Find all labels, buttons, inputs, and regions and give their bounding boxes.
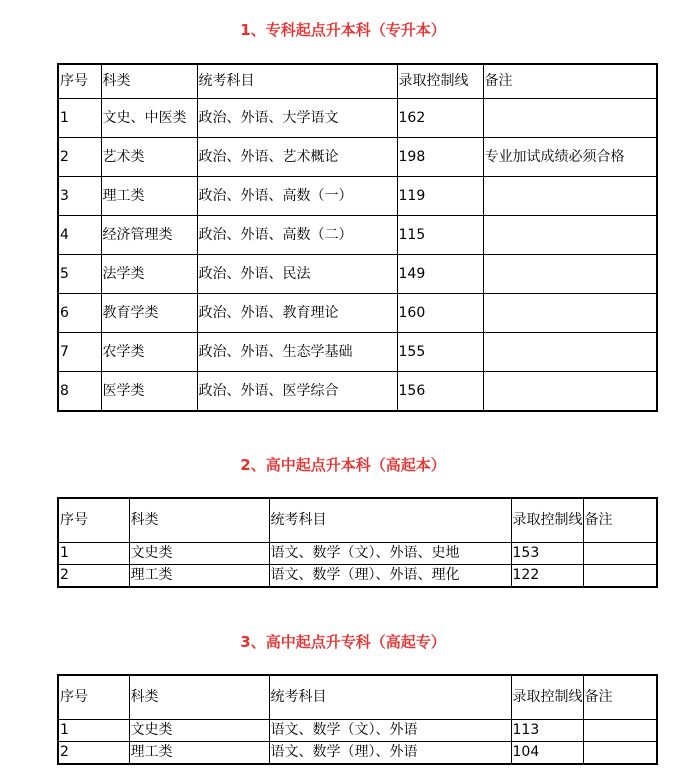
cell-subjects: 语文、数学（理）、外语、理化 bbox=[269, 565, 511, 588]
cell-index: 7 bbox=[58, 333, 101, 372]
table-row bbox=[58, 565, 657, 588]
cell-category: 理工类 bbox=[129, 742, 269, 765]
cell-category: 文史类 bbox=[129, 720, 269, 742]
cell-cutoff: 162 bbox=[397, 99, 483, 138]
header-notes: 备注 bbox=[483, 64, 657, 99]
cell-index: 5 bbox=[58, 255, 101, 294]
cell-category: 艺术类 bbox=[101, 138, 197, 177]
table-row bbox=[58, 742, 657, 765]
cell-cutoff: 113 bbox=[511, 720, 583, 742]
section-title-gaoqizhuan: 3、高中起点升专科（高起专） bbox=[240, 633, 446, 651]
cell-subjects: 政治、外语、大学语文 bbox=[197, 99, 397, 138]
cell-index: 6 bbox=[58, 294, 101, 333]
cell-notes bbox=[583, 565, 657, 588]
cell-cutoff: 115 bbox=[397, 216, 483, 255]
cell-cutoff: 119 bbox=[397, 177, 483, 216]
cell-notes bbox=[483, 333, 657, 372]
table-row bbox=[58, 294, 657, 333]
cell-index: 1 bbox=[58, 99, 101, 138]
cell-category: 文史类 bbox=[129, 543, 269, 565]
header-subjects: 统考科目 bbox=[269, 675, 511, 720]
cell-cutoff: 156 bbox=[397, 372, 483, 412]
cell-notes bbox=[483, 255, 657, 294]
cell-index: 3 bbox=[58, 177, 101, 216]
table-gaoqizhuan bbox=[57, 674, 658, 765]
cell-index: 2 bbox=[58, 138, 101, 177]
table-gaoqiben bbox=[57, 497, 658, 588]
table-row bbox=[58, 216, 657, 255]
table-row bbox=[58, 255, 657, 294]
cell-subjects: 政治、外语、高数（二） bbox=[197, 216, 397, 255]
header-category: 科类 bbox=[129, 675, 269, 720]
cell-notes bbox=[483, 177, 657, 216]
header-cutoff: 录取控制线 bbox=[511, 498, 583, 543]
cell-index: 2 bbox=[58, 565, 129, 588]
cell-notes bbox=[483, 294, 657, 333]
header-subjects: 统考科目 bbox=[269, 498, 511, 543]
header-cutoff: 录取控制线 bbox=[397, 64, 483, 99]
table-row bbox=[58, 138, 657, 177]
cell-subjects: 政治、外语、民法 bbox=[197, 255, 397, 294]
table-row bbox=[58, 99, 657, 138]
cell-index: 4 bbox=[58, 216, 101, 255]
table-header-row bbox=[58, 498, 657, 543]
cell-subjects: 政治、外语、艺术概论 bbox=[197, 138, 397, 177]
cell-category: 教育学类 bbox=[101, 294, 197, 333]
cell-notes bbox=[483, 372, 657, 412]
cell-subjects: 政治、外语、高数（一） bbox=[197, 177, 397, 216]
cell-subjects: 语文、数学（文）、外语、史地 bbox=[269, 543, 511, 565]
cell-index: 1 bbox=[58, 720, 129, 742]
cell-cutoff: 155 bbox=[397, 333, 483, 372]
header-category: 科类 bbox=[101, 64, 197, 99]
cell-notes bbox=[583, 543, 657, 565]
table-row bbox=[58, 372, 657, 412]
table-row bbox=[58, 720, 657, 742]
cell-notes: 专业加试成绩必须合格 bbox=[483, 138, 657, 177]
cell-category: 经济管理类 bbox=[101, 216, 197, 255]
cell-subjects: 政治、外语、生态学基础 bbox=[197, 333, 397, 372]
cell-notes bbox=[583, 720, 657, 742]
cell-notes bbox=[483, 99, 657, 138]
cell-subjects: 语文、数学（理）、外语 bbox=[269, 742, 511, 765]
cell-category: 农学类 bbox=[101, 333, 197, 372]
cell-cutoff: 149 bbox=[397, 255, 483, 294]
table-row bbox=[58, 177, 657, 216]
cell-cutoff: 104 bbox=[511, 742, 583, 765]
cell-index: 8 bbox=[58, 372, 101, 412]
cell-subjects: 政治、外语、教育理论 bbox=[197, 294, 397, 333]
cell-category: 医学类 bbox=[101, 372, 197, 412]
header-index: 序号 bbox=[58, 498, 129, 543]
header-index: 序号 bbox=[58, 675, 129, 720]
cell-category: 文史、中医类 bbox=[101, 99, 197, 138]
cell-category: 理工类 bbox=[129, 565, 269, 588]
header-subjects: 统考科目 bbox=[197, 64, 397, 99]
cell-cutoff: 198 bbox=[397, 138, 483, 177]
header-notes: 备注 bbox=[583, 675, 657, 720]
cell-notes bbox=[583, 742, 657, 765]
table-row bbox=[58, 333, 657, 372]
header-cutoff: 录取控制线 bbox=[511, 675, 583, 720]
section-title-gaoqiben: 2、高中起点升本科（高起本） bbox=[240, 456, 446, 474]
cell-subjects: 政治、外语、医学综合 bbox=[197, 372, 397, 412]
cell-notes bbox=[483, 216, 657, 255]
section-title-zhuanshengben: 1、专科起点升本科（专升本） bbox=[240, 21, 446, 39]
header-notes: 备注 bbox=[583, 498, 657, 543]
header-index: 序号 bbox=[58, 64, 101, 99]
cell-cutoff: 122 bbox=[511, 565, 583, 588]
header-category: 科类 bbox=[129, 498, 269, 543]
cell-cutoff: 160 bbox=[397, 294, 483, 333]
cell-index: 2 bbox=[58, 742, 129, 765]
cell-category: 理工类 bbox=[101, 177, 197, 216]
cell-subjects: 语文、数学（文）、外语 bbox=[269, 720, 511, 742]
cell-category: 法学类 bbox=[101, 255, 197, 294]
table-header-row bbox=[58, 64, 657, 99]
table-zhuanshengben bbox=[57, 63, 658, 412]
table-row bbox=[58, 543, 657, 565]
cell-index: 1 bbox=[58, 543, 129, 565]
cell-cutoff: 153 bbox=[511, 543, 583, 565]
table-header-row bbox=[58, 675, 657, 720]
